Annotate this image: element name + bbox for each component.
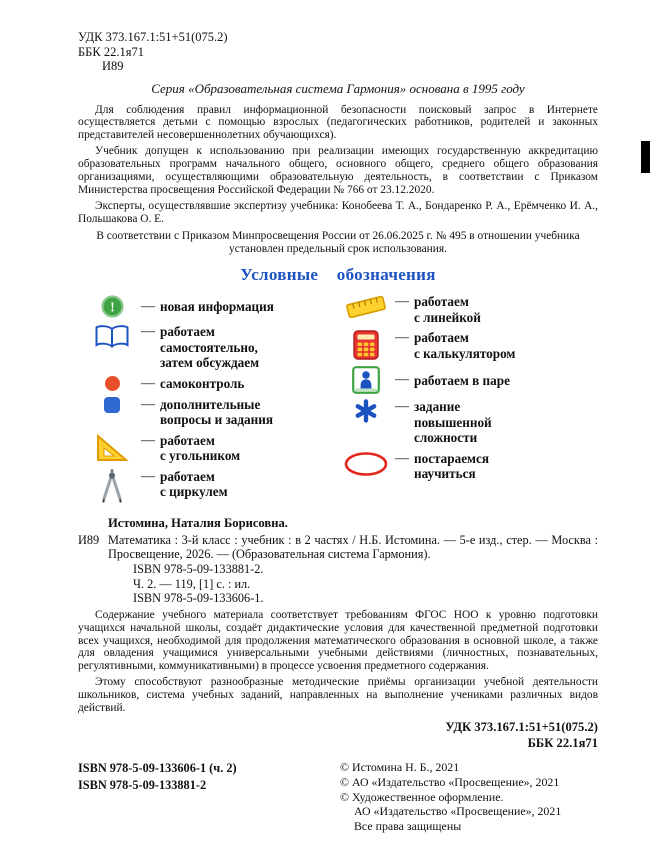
bbk-bottom-line: ББК 22.1я71 xyxy=(527,735,598,750)
legend-item-ruler xyxy=(342,294,598,325)
legend-item-new-info xyxy=(88,294,338,319)
book-code: И89 xyxy=(102,59,124,73)
dash: — xyxy=(395,330,409,346)
isbn-final-1: ISBN 978-5-09-133606-1 (ч. 2) xyxy=(78,761,237,775)
footer xyxy=(78,760,598,834)
legend-item-compass xyxy=(88,469,338,503)
ruler-icon xyxy=(342,294,390,320)
annotation-paragraph-2: Этому способствуют разнообразные методические приёмы организации учебной деятельности школьников, система учебных заданий, направленных на выполнение учениками различных видов действий. xyxy=(78,676,598,715)
isbn-part2-line: ISBN 978-5-09-133606-1. xyxy=(133,591,264,606)
open-book-icon xyxy=(88,324,136,350)
extra-tasks-icon xyxy=(88,397,136,413)
series-line: Серия «Образовательная система Гармония» основана в 1995 году xyxy=(151,80,525,96)
annotation-paragraph-1: Содержание учебного материала соответствует требованиям ФГОС НОО к уровню подготовки учащихся начальной школы, создаёт дидактические условия для качественной предметной подготовки всех учащихся, необходимой для продолжения математического образования в основной школе, а также для овладения учащимися универсальными учебными действиями (личностных, познавательных, регулятивными, коммуникативными) в процессе усвоения предметного содержания. xyxy=(78,608,598,673)
legend-label: самоконтроль xyxy=(160,376,245,392)
new-info-icon xyxy=(88,294,136,319)
order-note-paragraph: В соответствии с Приказом Минпросвещения России от 26.06.2025 г. № 495 в отношении учебника установлен предельный срок использования. xyxy=(96,229,580,255)
legend-label: работаем в паре xyxy=(414,372,510,388)
bib-text: Математика : 3-й класс : учебник : в 2 частях / Н.Б. Истомина. — 5-е изд., стер. — Москва : Просвещение, 2026. — (Образовательная система Гармония). xyxy=(108,532,598,562)
legend-label: работаем с калькулятором xyxy=(414,330,516,361)
try-to-learn-icon xyxy=(342,451,390,477)
isbn-block xyxy=(78,760,237,834)
copyright-line: Все права защищены xyxy=(354,819,462,834)
calculator-icon xyxy=(342,330,390,360)
dash: — xyxy=(395,399,409,415)
copyright-line: АО «Издательство «Просвещение», 2021 xyxy=(354,804,562,819)
legend-item-advanced-task xyxy=(342,399,598,446)
bib-code: И89 xyxy=(78,532,100,547)
legend-item-self-check xyxy=(88,376,338,392)
legend-left-column xyxy=(78,294,338,508)
legend-label: работаем с линейкой xyxy=(414,294,481,325)
legend-item-set-square xyxy=(88,433,338,464)
set-square-icon xyxy=(88,433,136,463)
legend-item-extra-tasks xyxy=(88,397,338,428)
udk-bottom-line: УДК 373.167.1:51+51(075.2) xyxy=(445,720,598,734)
dash: — xyxy=(395,450,409,466)
compass-icon xyxy=(88,469,136,503)
dash: — xyxy=(141,375,155,391)
advanced-task-icon xyxy=(342,399,390,423)
dash: — xyxy=(141,298,155,314)
legend-item-try-to-learn xyxy=(342,451,598,482)
bbk-top-line: ББК 22.1я71 xyxy=(78,44,144,59)
dash: — xyxy=(395,372,409,388)
legend-label: дополнительные вопросы и задания xyxy=(160,396,273,428)
legend-title: Условные обозначения xyxy=(240,265,436,285)
classification-block xyxy=(78,30,598,74)
dash: — xyxy=(141,396,155,412)
legend-label: новая информация xyxy=(160,299,274,315)
pair-work-icon xyxy=(342,366,390,394)
udk-top-line: УДК 373.167.1:51+51(075.2) xyxy=(78,30,228,44)
copyright-line: © АО «Издательство «Просвещение», 2021 xyxy=(340,774,560,789)
dash: — xyxy=(141,432,155,448)
legend-right-column xyxy=(338,294,598,508)
legend-label: работаем с угольником xyxy=(160,432,241,464)
dash: — xyxy=(141,324,155,340)
legend-item-pair-work xyxy=(342,366,598,394)
bib-entry xyxy=(78,533,598,562)
legend-label: работаем самостоятельно, затем обсуждаем xyxy=(160,324,260,371)
experts-paragraph: Эксперты, осуществлявшие экспертизу учебника: Конобеева Т. А., Бондаренко Р. А., Ерёмченко И. А., Польшакова О. Е. xyxy=(78,199,598,225)
legend-label: работаем с циркулем xyxy=(160,468,228,500)
legend-item-calculator xyxy=(342,330,598,361)
copyright-block xyxy=(340,760,598,834)
self-check-dot-icon xyxy=(88,376,136,391)
author-name: Истомина, Наталия Борисовна. xyxy=(108,515,288,530)
copyright-line: © Художественное оформление. xyxy=(340,789,504,804)
part-info-line: Ч. 2. — 119, [1] с. : ил. xyxy=(133,576,251,591)
legend-label: задание повышенной сложности xyxy=(414,399,492,446)
legend-item-independent-work xyxy=(88,324,338,371)
isbn-final-2: ISBN 978-5-09-133881-2 xyxy=(78,778,207,792)
dash: — xyxy=(141,468,155,484)
legend xyxy=(78,294,598,508)
copyright-line: © Истомина Н. Б., 2021 xyxy=(340,760,460,774)
dash: — xyxy=(395,294,409,310)
legend-label: постараемся научиться xyxy=(414,450,490,482)
print-mark xyxy=(641,141,650,173)
isbn-part-line: ISBN 978-5-09-133881-2. xyxy=(133,561,264,576)
svg-text:!: ! xyxy=(109,300,115,316)
safety-notice-paragraph: Для соблюдения правил информационной безопасности поисковый запрос в Интернете осуществляется детьми с помощью взрослых (педагогических работников, родителей и законных представителей несовершеннолетних обучающихся). xyxy=(78,103,598,142)
approval-notice-paragraph: Учебник допущен к использованию при реализации имеющих государственную аккредитацию образовательных программ начального общего, основного общего, среднего общего образования организациями, осуществляющими образовательную деятельность, в соответствии с Приказом Министерства просвещения Российской Федерации № 766 от 23.12.2020. xyxy=(78,145,598,196)
